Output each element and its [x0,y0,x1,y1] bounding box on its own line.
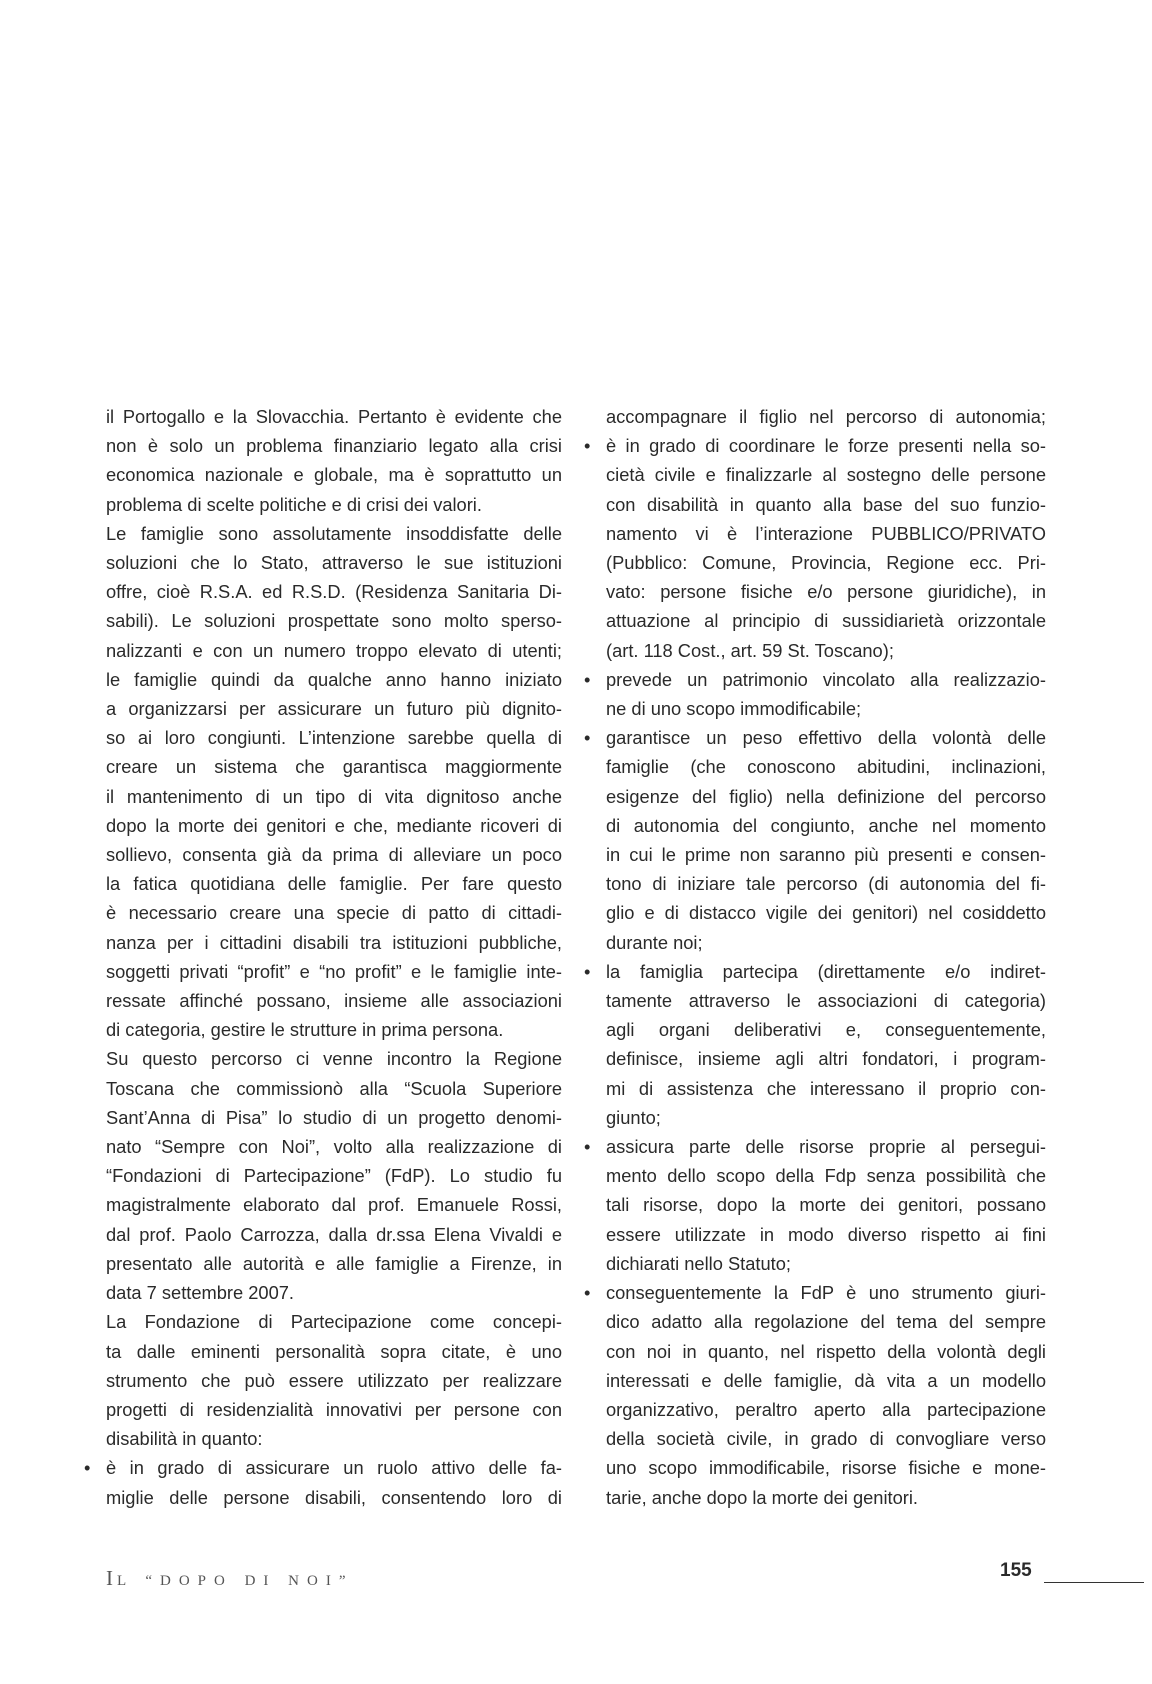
line-text: glio e di distacco vigile dei genitori) nel cosiddetto [606,902,1046,924]
running-title-rest: L “DOPO DI NOI” [117,1573,354,1589]
bullet-marker: • [584,1282,591,1304]
text-line [606,1190,1046,1219]
text-line [106,577,562,606]
bullet-marker: • [584,435,591,457]
line-text: dal prof. Paolo Carrozza, dalla dr.ssa Elena Vivaldi e [106,1223,562,1245]
line-text: il Portogallo e la Slovacchia. Pertanto è evidente che [106,406,562,427]
text-line [106,1103,562,1132]
bullet-line [584,957,1046,986]
line-text: ta dalle eminenti personalità sopra citate, è uno [106,1340,562,1362]
text-line [106,1161,562,1190]
text-line [606,1483,1046,1512]
line-text: esigenze del figlio) nella definizione del percorso [606,785,1046,807]
text-line [606,1307,1046,1336]
line-text: economica nazionale e globale, ma è soprattutto un [106,464,562,486]
text-line [606,606,1046,635]
line-text: nato “Sempre con Noi”, volto alla realizzazione di [106,1136,562,1158]
line-text: mi di assistenza che interessano il proprio con- [606,1077,1046,1099]
text-line [106,869,562,898]
line-text: con disabilità in quanto alla base del suo funzio- [606,493,1046,515]
text-line [106,1424,562,1453]
text-line [606,782,1046,811]
line-text: (art. 118 Cost., art. 59 St. Toscano); [606,639,894,661]
line-text: conseguentemente la FdP è uno strumento giuri- [606,1282,1046,1304]
text-line [606,986,1046,1015]
text-line [106,840,562,869]
line-text: Toscana che commissionò alla “Scuola Superiore [106,1077,562,1099]
line-text: è in grado di assicurare un ruolo attivo delle fa- [106,1457,562,1479]
text-line [606,460,1046,489]
text-line [106,1278,562,1307]
line-text: sabili). Le soluzioni prospettate sono molto sperso- [106,610,562,632]
line-text: tali risorse, dopo la morte dei genitori, possano [606,1194,1046,1216]
line-text: sollievo, consenta già da prima di alleviare un poco [106,844,562,866]
text-line [106,606,562,635]
line-text: è necessario creare una specie di patto di cittadi- [106,902,562,924]
line-text: ne di uno scopo immodificabile; [606,698,862,720]
text-line [606,402,1046,431]
text-line [606,1103,1046,1132]
line-text: uno scopo immodificabile, risorse fisiche e mone- [606,1457,1046,1479]
text-line [606,1220,1046,1249]
text-line [606,1074,1046,1103]
line-text: problema di scelte politiche e di crisi dei valori. [106,493,482,515]
line-text: le famiglie quindi da qualche anno hanno iniziato [106,668,562,690]
text-line [606,811,1046,840]
text-line [606,752,1046,781]
line-text: la famiglia partecipa (direttamente e/o indiret- [606,960,1046,982]
line-text: interessati e delle famiglie, dà vita a un modello [606,1369,1046,1391]
running-title-initial: I [106,1566,117,1590]
line-text: tamente attraverso le associazioni di categoria) [606,990,1046,1012]
text-line [106,1044,562,1073]
text-line [106,752,562,781]
line-text: essere utilizzate in modo diverso rispetto ai fini [606,1223,1046,1245]
text-line [606,1453,1046,1482]
line-text: a organizzarsi per assicurare un futuro più dignito- [106,698,562,720]
text-line [106,431,562,460]
line-text: dichiarati nello Statuto; [606,1252,791,1274]
bullet-line [584,1132,1046,1161]
text-line [106,1190,562,1219]
text-line [106,1249,562,1278]
right-column [584,402,1046,1512]
bullet-marker: • [584,727,591,749]
line-text: (Pubblico: Comune, Provincia, Regione ecc. Pri- [606,552,1046,574]
text-line [106,402,562,431]
line-text: Su questo percorso ci venne incontro la Regione [106,1048,562,1070]
line-text: agli organi deliberativi e, conseguentemente, [606,1019,1046,1041]
bullet-line [584,1278,1046,1307]
line-text: “Fondazioni di Partecipazione” (FdP). Lo studio fu [106,1165,562,1187]
text-line [106,1395,562,1424]
text-line [106,694,562,723]
text-line [106,1366,562,1395]
line-text: garantisce un peso effettivo della volontà delle [606,727,1046,749]
line-text: offre, cioè R.S.A. ed R.S.D. (Residenza Sanitaria Di- [106,581,562,603]
line-text: presentato alle autorità e alle famiglie a Firenze, in [106,1252,562,1274]
line-text: accompagnare il figlio nel percorso di autonomia; [606,406,1046,427]
text-line [106,519,562,548]
line-text: attuazione al principio di sussidiarietà orizzontale [606,610,1046,632]
text-line [106,811,562,840]
text-line [606,519,1046,548]
line-text: creare un sistema che garantisca maggiormente [106,756,562,778]
text-line [606,694,1046,723]
line-text: disabilità in quanto: [106,1428,263,1450]
text-line [606,1366,1046,1395]
text-line [606,1395,1046,1424]
line-text: vato: persone fisiche e/o persone giuridiche), in [606,581,1046,603]
text-line [606,1015,1046,1044]
text-line [106,1220,562,1249]
line-text: tono di iniziare tale percorso (di autonomia del fi- [606,873,1046,895]
line-text: La Fondazione di Partecipazione come concepi- [106,1311,562,1333]
line-text: dopo la morte dei genitori e che, mediante ricoveri di [106,814,562,836]
text-line [106,1483,562,1512]
text-line [106,665,562,694]
text-line [606,490,1046,519]
text-line [106,490,562,519]
text-line [606,1424,1046,1453]
line-text: assicura parte delle risorse proprie al persegui- [606,1136,1046,1158]
line-text: giunto; [606,1106,661,1128]
text-line [106,636,562,665]
line-text: progetti di residenzialità innovativi per persone con [106,1398,562,1420]
text-line [106,957,562,986]
text-line [106,928,562,957]
line-text: cietà civile e finalizzarle al sostegno delle persone [606,464,1046,486]
line-text: Sant’Anna di Pisa” lo studio di un progetto denomi- [106,1106,562,1128]
bullet-line [584,665,1046,694]
bullet-marker: • [584,1136,591,1158]
line-text: organizzativo, peraltro aperto alla partecipazione [606,1398,1046,1420]
text-line [606,840,1046,869]
text-line [106,782,562,811]
left-column [84,402,562,1512]
line-text: data 7 settembre 2007. [106,1282,295,1304]
line-text: strumento che può essere utilizzato per realizzare [106,1369,562,1391]
line-text: della società civile, in grado di convogliare verso [606,1428,1046,1450]
text-line [106,986,562,1015]
text-line [106,1307,562,1336]
line-text: è in grado di coordinare le forze presenti nella so- [606,435,1046,457]
line-text: durante noi; [606,931,703,953]
line-text: miglie delle persone disabili, consentendo loro di [106,1486,562,1508]
line-text: di categoria, gestire le strutture in prima persona. [106,1019,504,1041]
text-line [106,898,562,927]
line-text: mento dello scopo della Fdp senza possibilità che [606,1165,1046,1187]
line-text: soluzioni che lo Stato, attraverso le sue istituzioni [106,552,562,574]
text-line [606,548,1046,577]
text-line [106,1015,562,1044]
text-line [106,1132,562,1161]
text-line [106,723,562,752]
line-text: dico adatto alla regolazione del tema del sempre [606,1311,1046,1333]
text-line [606,1161,1046,1190]
line-text: magistralmente elaborato dal prof. Emanuele Rossi, [106,1194,562,1216]
text-line [606,577,1046,606]
text-line [606,636,1046,665]
text-line [606,928,1046,957]
page-number: 155 [1000,1560,1032,1581]
bullet-marker: • [84,1457,91,1479]
line-text: in cui le prime non saranno più presenti e consen- [606,844,1046,866]
line-text: famiglie (che conoscono abitudini, inclinazioni, [606,756,1046,778]
running-title [106,1566,354,1591]
text-line [606,869,1046,898]
line-text: definisce, insieme agli altri fondatori, i program- [606,1048,1046,1070]
text-line [606,1337,1046,1366]
bullet-line [584,431,1046,460]
text-line [106,548,562,577]
line-text: il mantenimento di un tipo di vita dignitoso anche [106,785,562,807]
line-text: ressate affinché possano, insieme alle associazioni [106,990,562,1012]
bullet-marker: • [584,668,591,690]
text-line [106,460,562,489]
text-line [606,898,1046,927]
line-text: di autonomia del congiunto, anche nel momento [606,814,1046,836]
text-line [606,1249,1046,1278]
line-text: Le famiglie sono assolutamente insoddisfatte delle [106,522,562,544]
page-number-rule [1044,1582,1144,1583]
line-text: so ai loro congiunti. L’intenzione sarebbe quella di [106,727,562,749]
bullet-marker: • [584,960,591,982]
line-text: tarie, anche dopo la morte dei genitori. [606,1486,918,1508]
text-line [606,1044,1046,1073]
line-text: soggetti privati “profit” e “no profit” e le famiglie inte- [106,960,562,982]
text-line [106,1074,562,1103]
line-text: namento vi è l’interazione PUBBLICO/PRIVATO [606,522,1046,544]
bullet-line [584,723,1046,752]
line-text: nalizzanti e con un numero troppo elevato di utenti; [106,639,562,661]
line-text: con noi in quanto, nel rispetto della volontà degli [606,1340,1046,1362]
bullet-line [84,1453,562,1482]
line-text: nanza per i cittadini disabili tra istituzioni pubbliche, [106,931,562,953]
line-text: non è solo un problema finanziario legato alla crisi [106,435,562,457]
line-text: la fatica quotidiana delle famiglie. Per fare questo [106,873,562,895]
line-text: prevede un patrimonio vincolato alla realizzazio- [606,668,1046,690]
text-line [106,1337,562,1366]
